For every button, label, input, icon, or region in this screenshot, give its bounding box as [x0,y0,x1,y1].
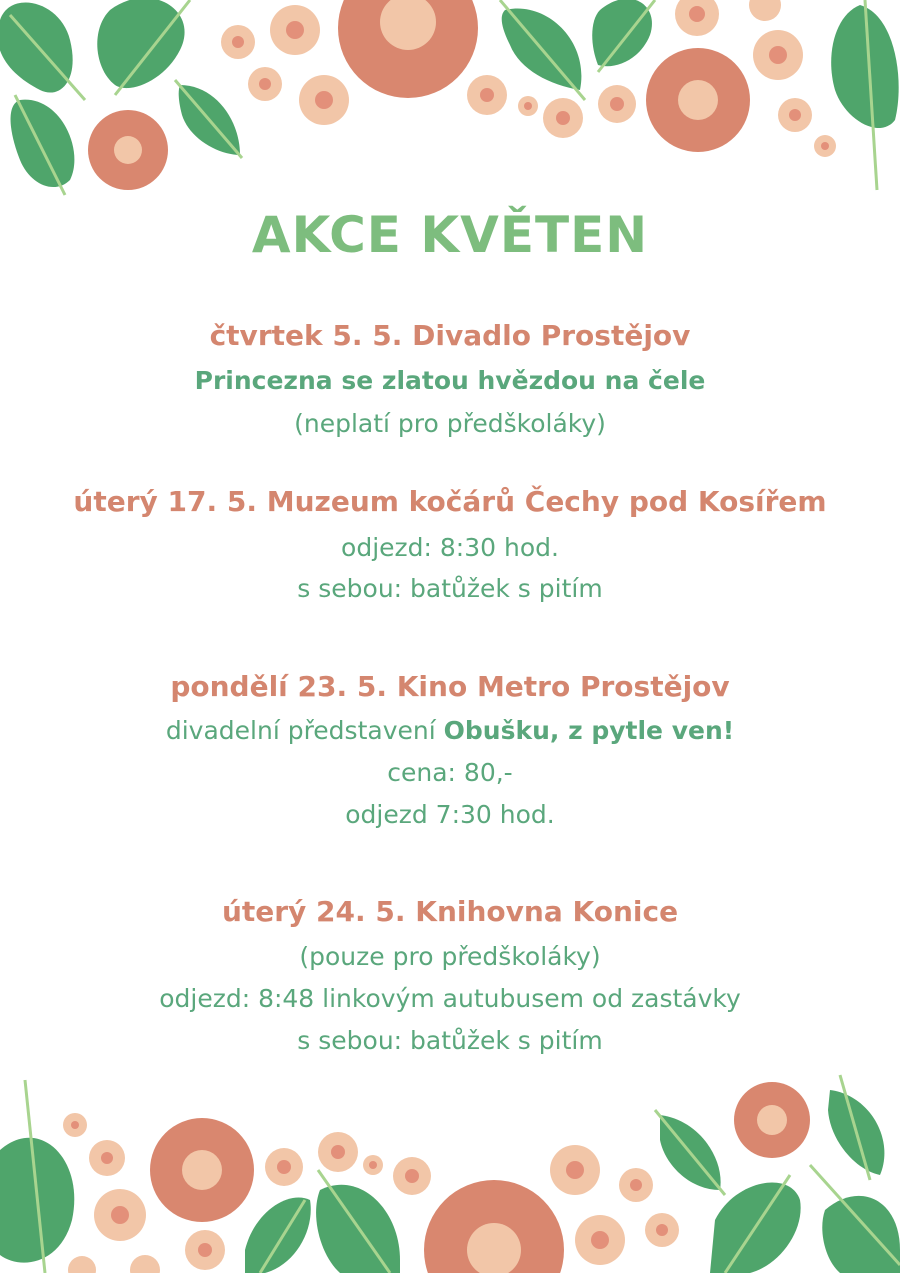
leaf-icon [500,0,585,100]
event-3-heading: pondělí 23. 5. Kino Metro Prostějov [170,670,730,703]
leaf-icon [592,0,655,72]
leaf-icon [0,1080,74,1273]
event-4-heading: úterý 24. 5. Knihovna Konice [221,895,679,928]
event-2-heading: úterý 17. 5. Muzeum kočárů Čechy pod Kosířem [73,485,827,518]
event-1-show: Princezna se zlatou hvězdou na čele [194,366,706,395]
leaf-icon [11,95,75,195]
event-4-bring: s sebou: batůžek s pitím [297,1026,603,1055]
flower-icon [150,1118,254,1222]
leaf-icon [810,1165,900,1273]
bottom-floral-border [0,1070,900,1273]
leaf-icon [245,1197,311,1273]
event-1-heading: čtvrtek 5. 5. Divadlo Prostějov [209,319,691,352]
event-3-price: cena: 80,- [387,758,513,787]
flower-icon [424,1180,564,1273]
flower-icon [338,0,478,98]
poster-title: AKCE KVĚTEN [251,206,649,264]
leaf-icon [655,1110,725,1195]
event-3-show-prefix: divadelní představení [165,716,444,745]
leaf-icon [710,1175,801,1273]
event-1-note: (neplatí pro předškoláky) [294,409,606,438]
event-3-show-name: Obušku, z pytle ven! [443,716,735,745]
flower-icon [734,1082,810,1158]
event-2-bring: s sebou: batůžek s pitím [297,574,603,603]
leaf-icon [175,80,242,158]
event-3-departure: odjezd 7:30 hod. [345,800,555,829]
leaf-icon [828,1075,884,1180]
event-2-departure: odjezd: 8:30 hod. [341,533,559,562]
leaf-icon [0,3,85,100]
event-4-departure: odjezd: 8:48 linkovým autubusem od zastávky [159,984,741,1013]
event-3-show [0,712,900,750]
event-4-note: (pouze pro předškoláky) [299,942,601,971]
flower-icon [88,110,168,190]
leaf-icon [316,1170,400,1273]
flower-icon [646,48,750,152]
top-floral-border [0,0,900,200]
leaf-icon [831,0,899,190]
